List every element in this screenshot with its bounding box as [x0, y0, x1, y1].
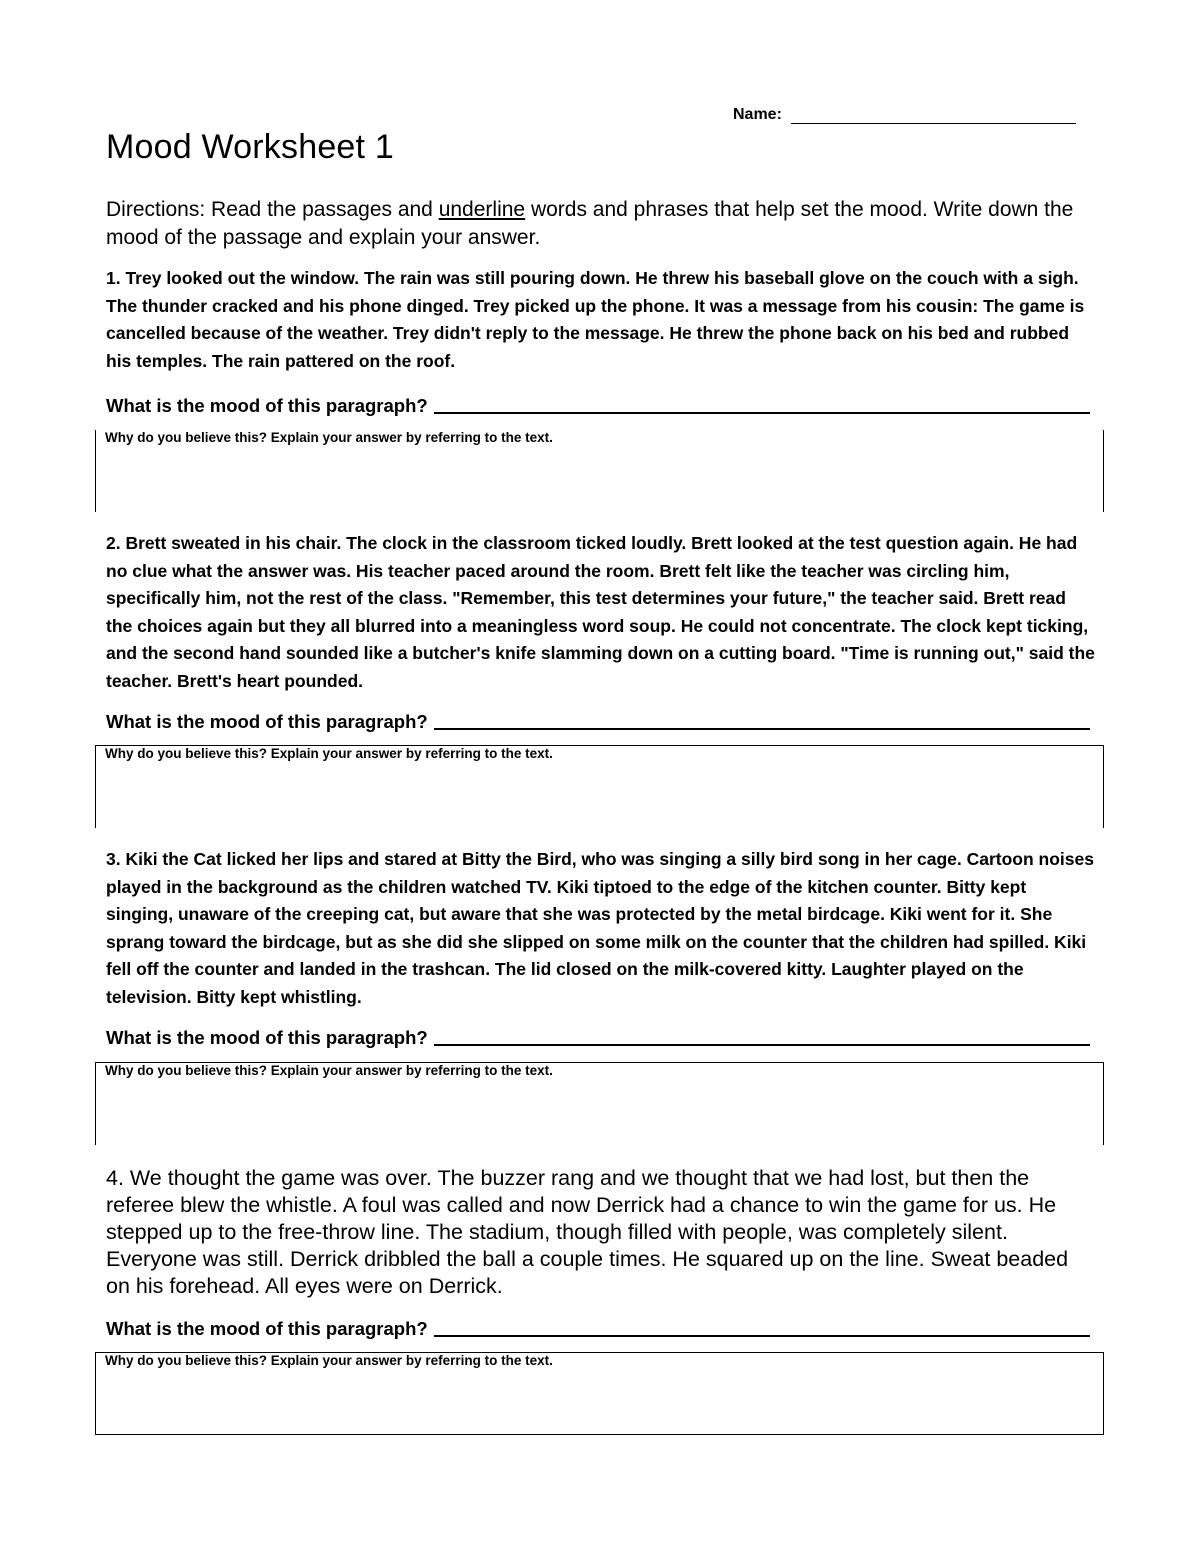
name-label: Name:	[733, 106, 782, 123]
mood-question-label: What is the mood of this paragraph?	[106, 1027, 428, 1048]
name-input-line[interactable]	[791, 123, 1076, 124]
explanation-prompt: Why do you believe this? Explain your answer by referring to the text.	[105, 1353, 553, 1368]
mood-answer-line-2[interactable]	[434, 727, 1090, 730]
explanation-prompt: Why do you believe this? Explain your answer by referring to the text.	[105, 1063, 553, 1078]
passage-3: 3. Kiki the Cat licked her lips and stared at Bitty the Bird, who was singing a silly bird song in her cage. Cartoon noises played in the background as the children watched TV. Kiki tiptoed to the edge of the kitchen counter. Bitty kept singing, unaware of the creeping cat, but aware that she was protected by the metal birdcage. Kiki went for it. She sprang toward the birdcage, but as she did she slipped on some milk on the counter that the children had spilled. Kiki fell off the counter and landed in the trashcan. The lid closed on the milk-covered kitty. Laughter played on the television. Bitty kept whistling.	[106, 849, 1094, 1007]
mood-answer-line-1[interactable]	[434, 411, 1090, 414]
passage-4: 4. We thought the game was over. The buzzer rang and we thought that we had lost, but then the referee blew the whistle. A foul was called and now Derrick had a chance to win the game for us. He stepped up to the free-throw line. The stadium, though filled with people, was completely silent. Everyone was still. Derrick dribbled the ball a couple times. He squared up on the line. Sweat beaded on his forehead. All eyes were on Derrick.	[106, 1166, 1069, 1298]
passage-1: 1. Trey looked out the window. The rain was still pouring down. He threw his baseball glove on the couch with a sigh. The thunder cracked and his phone dinged. Trey picked up the phone. It was a message from his cousin: The game is cancelled because of the weather. Trey didn't reply to the message. He threw the phone back on his bed and rubbed his temples. The rain pattered on the roof.	[106, 268, 1085, 371]
mood-answer-line-4[interactable]	[434, 1334, 1090, 1337]
mood-question-3	[106, 1027, 1090, 1049]
explanation-prompt: Why do you believe this? Explain your answer by referring to the text.	[105, 746, 553, 761]
worksheet-title: Mood Worksheet 1	[106, 128, 394, 166]
explanation-box-4[interactable]	[95, 1352, 1104, 1435]
directions-prefix: Directions: Read the passages and	[106, 198, 439, 221]
mood-question-label: What is the mood of this paragraph?	[106, 395, 428, 416]
explanation-prompt: Why do you believe this? Explain your answer by referring to the text.	[105, 430, 553, 445]
directions	[106, 196, 1096, 252]
mood-question-label: What is the mood of this paragraph?	[106, 711, 428, 732]
mood-question-label: What is the mood of this paragraph?	[106, 1318, 428, 1339]
directions-suffix: words and phrases that help set the mood. Write down the mood of the passage and explain your answer.	[106, 198, 1074, 249]
explanation-box-3[interactable]	[95, 1062, 1104, 1145]
mood-answer-line-3[interactable]	[434, 1043, 1090, 1046]
mood-question-4	[106, 1318, 1090, 1340]
directions-underlined-word: underline	[438, 198, 526, 221]
explanation-box-2[interactable]	[95, 745, 1104, 828]
mood-question-2	[106, 711, 1090, 733]
explanation-box-1[interactable]	[95, 430, 1104, 512]
passage-2: 2. Brett sweated in his chair. The clock in the classroom ticked loudly. Brett looked at the test question again. He had no clue what the answer was. His teacher paced around the room. Brett felt like the teacher was circling him, specifically him, not the rest of the class. "Remember, this test determines your future," the teacher said. Brett read the choices again but they all blurred into a meaningless word soup. He could not concentrate. The clock kept ticking, and the second hand sounded like a butcher's knife slamming down on a cutting board. "Time is running out," said the teacher. Brett's heart pounded.	[106, 533, 1095, 691]
mood-question-1	[106, 395, 1090, 417]
